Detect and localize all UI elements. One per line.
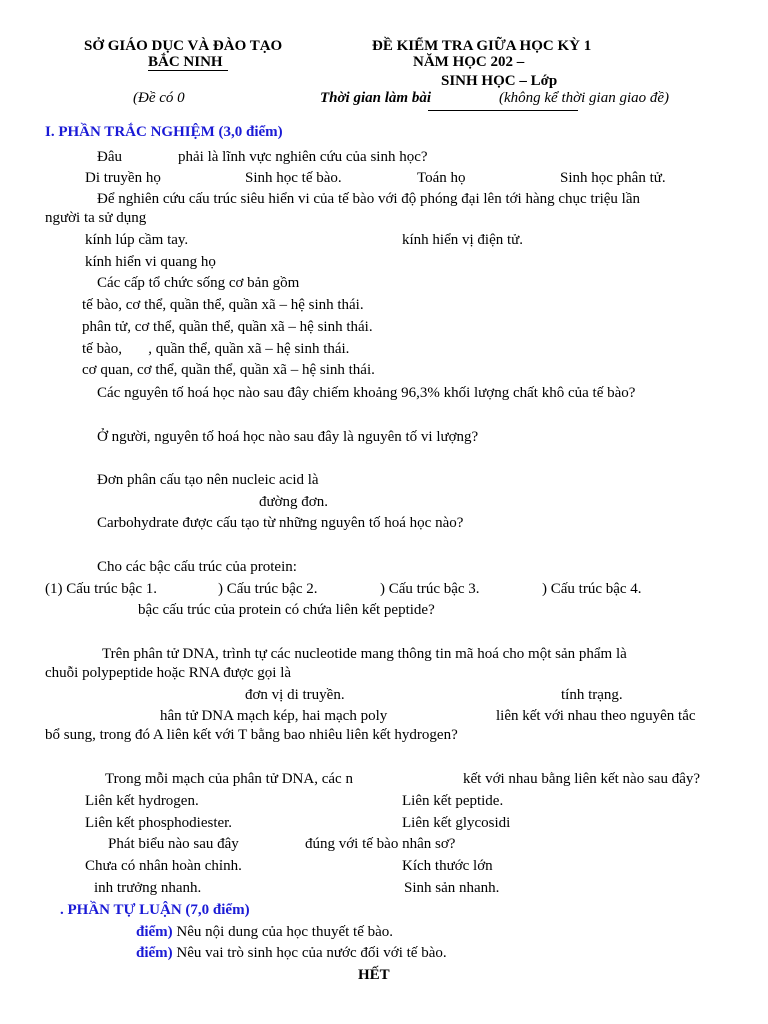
header-underline-right <box>428 110 578 111</box>
q10-stem-line-2: bổ sung, trong đó A liên kết với T bằng bao nhiêu liên kết hydrogen? <box>45 727 458 743</box>
q1-option-d: Sinh học phân tử. <box>560 170 666 186</box>
department-line-2: BẮC NINH <box>148 54 223 70</box>
q11-option-b: Liên kết peptide. <box>402 793 504 809</box>
q11-option-d: Liên kết glycosidi <box>402 815 511 831</box>
q2-stem-line-2: người ta sử dụng <box>45 210 147 226</box>
q6-option: đường đơn. <box>259 494 328 510</box>
q8-question: bậc cấu trúc của protein có chứa liên kết peptide? <box>138 602 435 618</box>
q9-option-b: tính trạng. <box>561 687 623 703</box>
essay-q2-points: điểm) <box>136 945 173 961</box>
q6-stem: Đơn phân cấu tạo nên nucleic acid là <box>97 472 319 488</box>
q5-stem: Ở người, nguyên tố hoá học nào sau đây là nguyên tố vi lượng? <box>97 429 479 445</box>
q7-stem: Carbohydrate được cấu tạo từ những nguyên tố hoá học nào? <box>97 515 464 531</box>
q2-option-a: kính lúp cầm tay. <box>85 232 189 248</box>
q12-stem-a: Phát biểu nào sau đây <box>108 836 239 852</box>
department-line-1: SỞ GIÁO DỤC VÀ ĐÀO TẠO <box>84 38 283 54</box>
q11-stem-b: kết với nhau bằng liên kết nào sau đây? <box>463 771 701 787</box>
q1-option-c: Toán họ <box>417 170 466 186</box>
essay-question-1 <box>136 923 393 941</box>
q8-item-4: ) Cấu trúc bậc 4. <box>542 581 642 597</box>
q10-stem-b: liên kết với nhau theo nguyên tắc <box>496 708 696 724</box>
part1-heading: I. PHẦN TRẮC NGHIỆM (3,0 điểm) <box>45 124 283 140</box>
q2-option-c: kính hiển vi quang họ <box>85 254 216 270</box>
q12-option-d: Sinh sản nhanh. <box>404 880 500 896</box>
q8-item-2: ) Cấu trúc bậc 2. <box>218 581 318 597</box>
time-label: Thời gian làm bài <box>320 90 431 106</box>
q11-stem-a: Trong mỗi mạch của phân tử DNA, các n <box>105 771 353 787</box>
q3-option-d: cơ quan, cơ thể, quần thể, quần xã – hệ sinh thái. <box>82 362 375 378</box>
q3-option-c: tế bào, , quần thể, quần xã – hệ sinh thái. <box>82 341 350 357</box>
q1-option-b: Sinh học tế bào. <box>245 170 342 186</box>
q8-item-1: (1) Cấu trúc bậc 1. <box>45 581 158 597</box>
q9-option-a: đơn vị di truyền. <box>245 687 345 703</box>
q12-option-b: Kích thước lớn <box>402 858 493 874</box>
q2-option-b: kính hiển vị điện tử. <box>402 232 524 248</box>
q12-option-c: inh trưởng nhanh. <box>94 880 202 896</box>
subject-line: SINH HỌC – Lớp <box>441 73 558 89</box>
essay-q1-points: điểm) <box>136 924 173 940</box>
q1-option-a: Di truyền họ <box>85 170 161 186</box>
q8-stem: Cho các bậc cấu trúc của protein: <box>97 559 297 575</box>
q1-stem-b: phải là lĩnh vực nghiên cứu của sinh học? <box>178 149 428 165</box>
essay-question-2 <box>136 944 447 962</box>
q3-option-b: phân tử, cơ thể, quần thể, quần xã – hệ sinh thái. <box>82 319 373 335</box>
q9-stem-line-2: chuỗi polypeptide hoặc RNA được gọi là <box>45 665 292 681</box>
header-underline-left <box>148 70 228 71</box>
end-marker: HẾT <box>358 967 390 983</box>
q3-stem: Các cấp tổ chức sống cơ bản gồm <box>97 275 300 291</box>
q2-stem-line-1: Để nghiên cứu cấu trúc siêu hiển vi của tế bào với độ phóng đại lên tới hàng chục triệu lần <box>97 191 640 207</box>
q12-stem-b: đúng với tế bào nhân sơ? <box>305 836 456 852</box>
part2-heading: . PHẦN TỰ LUẬN (7,0 điểm) <box>60 902 250 918</box>
time-note: (không kể thời gian giao đề) <box>499 90 670 106</box>
q4-stem: Các nguyên tố hoá học nào sau đây chiếm khoảng 96,3% khối lượng chất khô của tế bào? <box>97 385 636 401</box>
q12-option-a: Chưa có nhân hoàn chỉnh. <box>85 858 242 874</box>
essay-q2-text: Nêu vai trò sinh học của nước đối với tế bào. <box>172 945 447 961</box>
q11-option-a: Liên kết hydrogen. <box>85 793 199 809</box>
pages-note: (Đề có 0 <box>133 90 185 106</box>
q11-option-c: Liên kết phosphodiester. <box>85 815 233 831</box>
school-year: NĂM HỌC 202 – <box>413 54 525 70</box>
exam-title: ĐỀ KIỂM TRA GIỮA HỌC KỲ 1 <box>372 38 592 54</box>
q3-option-a: tế bào, cơ thể, quần thể, quần xã – hệ sinh thái. <box>82 297 364 313</box>
q10-stem-a: hân tử DNA mạch kép, hai mạch poly <box>160 708 388 724</box>
q8-item-3: ) Cấu trúc bậc 3. <box>380 581 480 597</box>
q1-stem-a: Đâu <box>97 149 122 165</box>
q9-stem-line-1: Trên phân tử DNA, trình tự các nucleotide mang thông tin mã hoá cho một sản phẩm là <box>102 646 627 662</box>
essay-q1-text: Nêu nội dung của học thuyết tế bào. <box>172 924 394 940</box>
